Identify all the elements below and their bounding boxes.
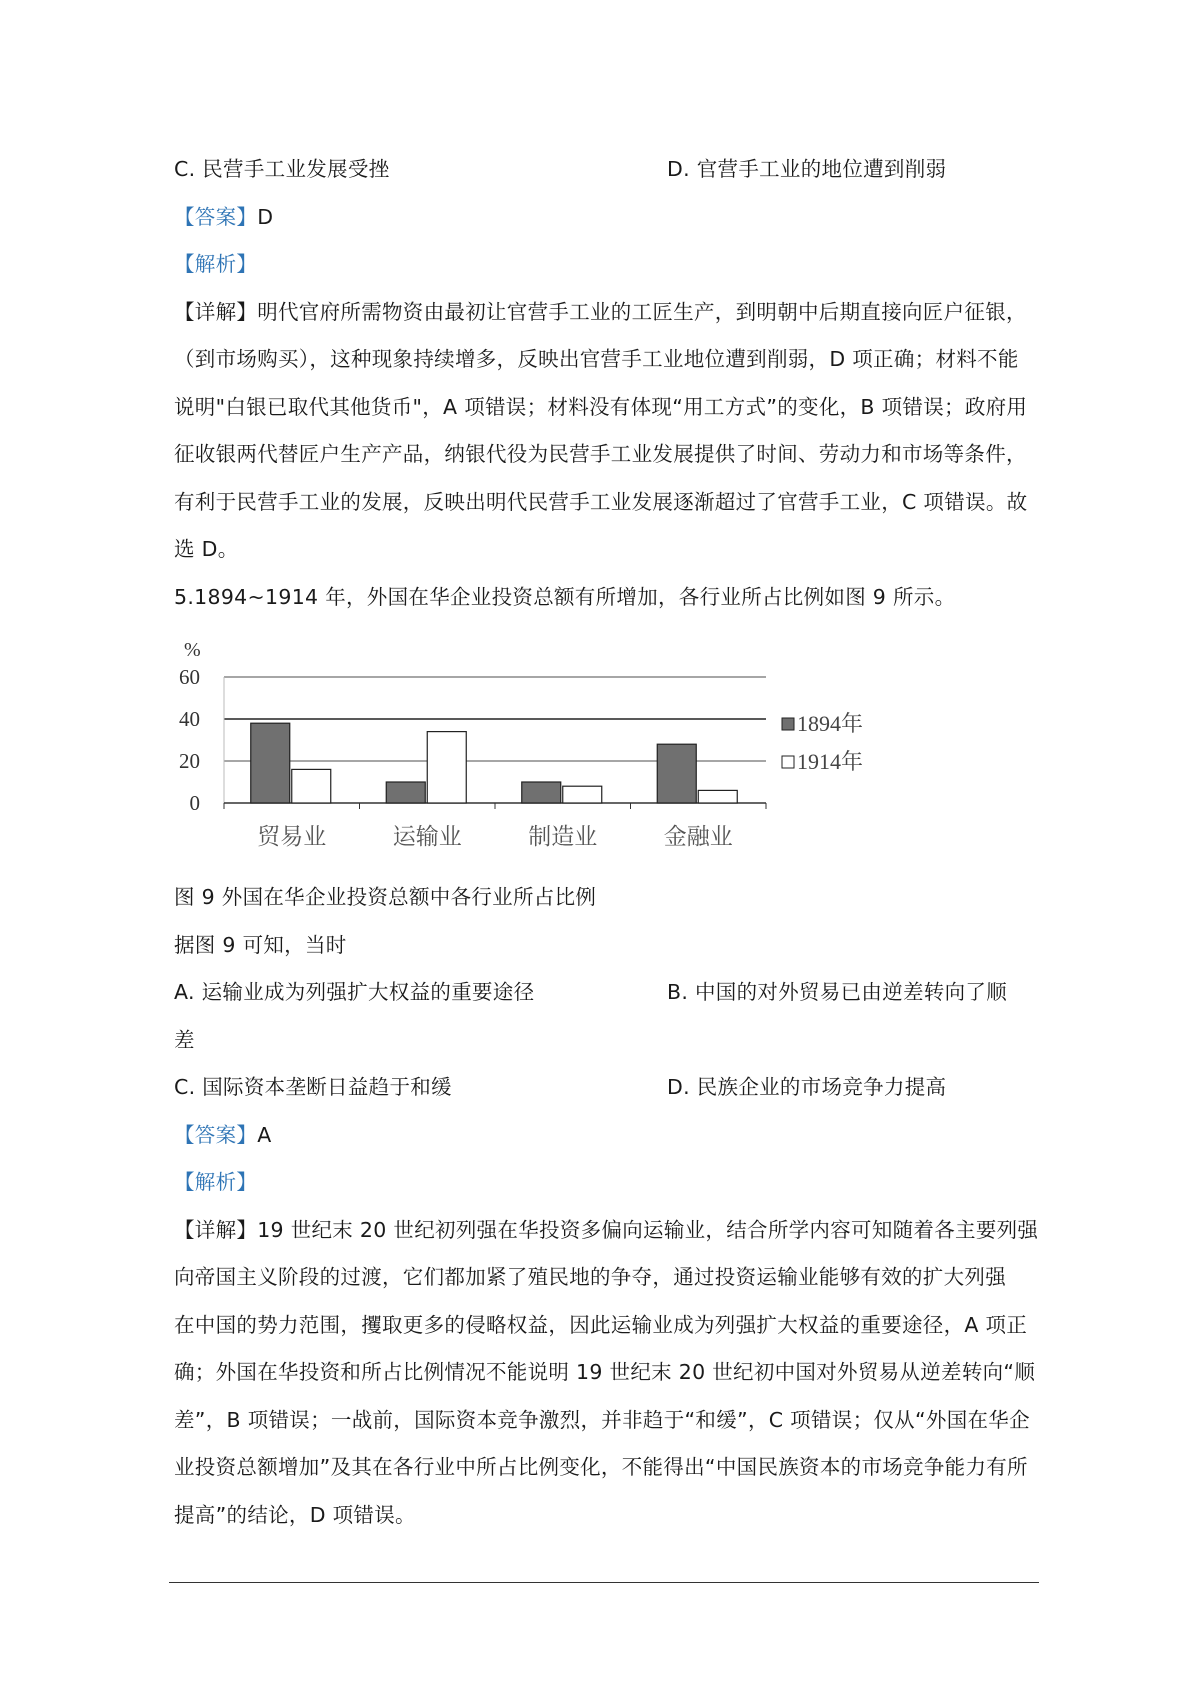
legend-label: 1894年 <box>797 711 864 736</box>
q5-option-b: B. 中国的对外贸易已由逆差转向了顺 <box>667 980 1007 1004</box>
q5-detail-line: 向帝国主义阶段的过渡，它们都加紧了殖民地的争夺，通过投资运输业能够有效的扩大列强 <box>174 1265 1006 1289</box>
q4-detail-line: 【详解】明代官府所需物资由最初让官营手工业的工匠生产，到明朝中后期直接向匠户征银， <box>174 300 1027 324</box>
y-tick-label: 40 <box>179 707 200 731</box>
x-tick-label: 贸易业 <box>257 824 327 850</box>
answer-value: A <box>257 1123 272 1147</box>
legend-label: 1914年 <box>797 749 864 774</box>
y-tick-label: 20 <box>179 749 200 773</box>
q4-option-d: D. 官营手工业的地位遭到削弱 <box>667 157 947 181</box>
q4-analysis-label: 【解析】 <box>174 252 258 276</box>
q5-option-b-cont: 差 <box>174 1028 195 1052</box>
answer-label: 【答案】 <box>174 205 258 229</box>
answer-value: D <box>257 205 274 229</box>
q4-answer <box>174 203 273 231</box>
q4-detail-line: 征收银两代替匠户生产产品，纳银代役为民营手工业发展提供了时间、劳动力和市场等条件， <box>174 442 1027 466</box>
bar-1914年 <box>563 786 602 803</box>
q5-option-d: D. 民族企业的市场竞争力提高 <box>667 1075 947 1099</box>
bar-1914年 <box>292 769 331 803</box>
q5-detail-line: 差”，B 项错误；一战前，国际资本竞争激烈，并非趋于“和缓”，C 项错误；仅从“外国在华企 <box>174 1408 1030 1432</box>
q5-detail-line: 在中国的势力范围，攫取更多的侵略权益，因此运输业成为列强扩大权益的重要途径，A 项正 <box>174 1313 1028 1337</box>
figure-caption: 图 9 外国在华企业投资总额中各行业所占比例 <box>174 885 597 909</box>
q5-answer <box>174 1121 272 1149</box>
x-tick-label: 制造业 <box>528 824 598 850</box>
y-tick-label: 0 <box>189 791 200 815</box>
footer-divider <box>169 1582 1039 1583</box>
bar-chart <box>170 630 890 860</box>
q5-detail-line: 【详解】19 世纪末 20 世纪初列强在华投资多偏向运输业，结合所学内容可知随着各主要列强 <box>174 1218 1039 1242</box>
q5-stem: 5.1894~1914 年，外国在华企业投资总额有所增加，各行业所占比例如图 9 所示。 <box>174 585 956 609</box>
q5-analysis-label: 【解析】 <box>174 1170 258 1194</box>
x-tick-label: 金融业 <box>663 824 733 850</box>
bar-1894年 <box>522 782 561 803</box>
legend-swatch <box>782 718 794 730</box>
q5-detail-line: 确；外国在华投资和所占比例情况不能说明 19 世纪末 20 世纪初中国对外贸易从逆差转向“顺 <box>174 1360 1036 1384</box>
bar-1914年 <box>698 790 737 803</box>
q5-prompt: 据图 9 可知，当时 <box>174 933 347 957</box>
y-tick-label: 60 <box>179 665 200 689</box>
legend-swatch <box>782 756 794 768</box>
q4-detail-line: （到市场购买），这种现象持续增多，反映出官营手工业地位遭到削弱，D 项正确；材料不能 <box>174 347 1019 371</box>
bar-1894年 <box>657 744 696 803</box>
q5-detail-line: 提高”的结论，D 项错误。 <box>174 1503 416 1527</box>
x-tick-label: 运输业 <box>392 824 462 850</box>
q5-option-c: C. 国际资本垄断日益趋于和缓 <box>174 1075 452 1099</box>
bar-1894年 <box>251 723 290 803</box>
q4-detail-line: 说明"白银已取代其他货币"，A 项错误；材料没有体现“用工方式”的变化，B 项错误；政府用 <box>174 395 1028 419</box>
bar-1914年 <box>427 732 466 803</box>
q4-option-c: C. 民营手工业发展受挫 <box>174 157 390 181</box>
q5-detail-line: 业投资总额增加”及其在各行业中所占比例变化，不能得出“中国民族资本的市场竞争能力有所 <box>174 1455 1028 1479</box>
q5-option-a: A. 运输业成为列强扩大权益的重要途径 <box>174 980 535 1004</box>
bar-1894年 <box>386 782 425 803</box>
answer-label: 【答案】 <box>174 1123 258 1147</box>
q4-detail-line: 选 D。 <box>174 537 239 561</box>
y-axis-label: % <box>184 639 201 661</box>
q4-detail-line: 有利于民营手工业的发展，反映出明代民营手工业发展逐渐超过了官营手工业，C 项错误。故 <box>174 490 1028 514</box>
